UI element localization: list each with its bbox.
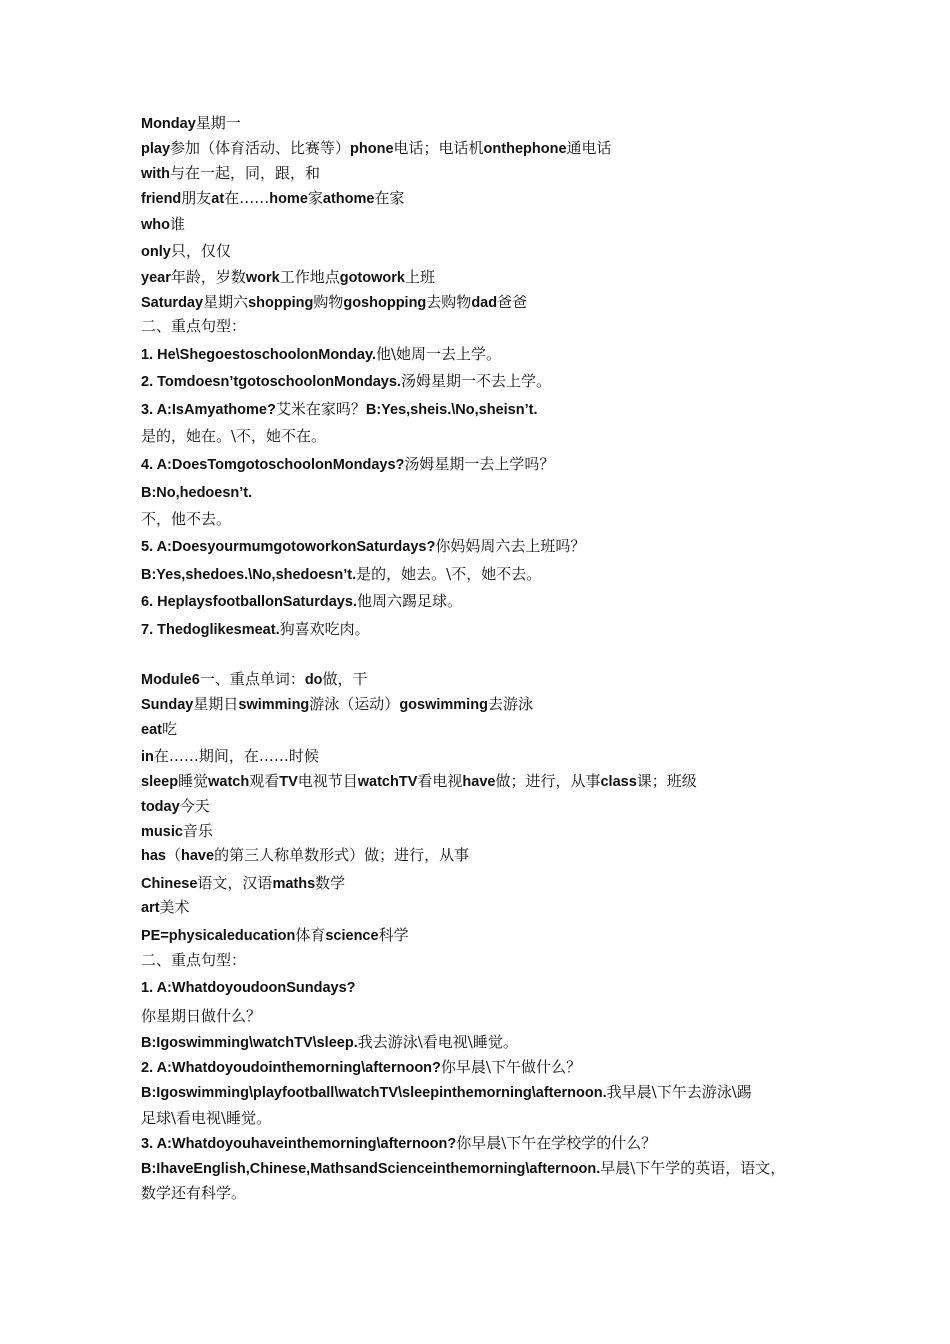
chinese-text: 只，仅仅: [170, 242, 231, 260]
english-term: have: [181, 848, 215, 864]
chinese-text: 在……期间，在……时候: [153, 747, 319, 765]
chinese-text: 做，干: [322, 670, 368, 688]
chinese-text: 你星期日做什么？: [141, 1007, 262, 1025]
english-term: dad: [471, 295, 498, 311]
english-term: who: [141, 217, 170, 233]
text-line: [141, 428, 326, 444]
text-line: [141, 721, 177, 738]
chinese-text: 语文，汉语: [197, 874, 273, 892]
english-term: friend: [141, 191, 182, 207]
text-line: [141, 115, 241, 132]
english-term: class: [600, 774, 637, 790]
text-line: [141, 696, 533, 713]
chinese-text: 朋友: [181, 189, 212, 207]
english-term: Monday: [141, 116, 196, 132]
chinese-text: 我早晨\下午去游泳\踢: [606, 1083, 752, 1101]
english-term: goswimming: [399, 697, 488, 713]
text-line: [141, 511, 231, 527]
chinese-text: 购物: [313, 293, 344, 311]
chinese-text: 体育: [295, 926, 326, 944]
text-line: [141, 748, 319, 765]
english-term: Chinese: [141, 876, 198, 892]
chinese-text: 谁: [170, 215, 186, 233]
english-term: B:IhaveEnglish,Chinese,MathsandScienceinthemorning\afternoon.: [141, 1161, 601, 1177]
chinese-text: 你早晨\下午在学校学的什么？: [456, 1134, 657, 1152]
english-term: art: [141, 900, 160, 916]
english-term: 1. A:WhatdoyoudoonSundays?: [141, 980, 356, 996]
english-term: 5. A:DoesyourmumgotoworkonSaturdays?: [141, 539, 436, 555]
text-line: [141, 1160, 785, 1177]
english-term: science: [325, 928, 379, 944]
chinese-text: 足球\看电视\睡觉。: [141, 1109, 272, 1127]
text-line: [141, 927, 409, 944]
english-term: onthephone: [483, 141, 567, 157]
text-line: [141, 593, 462, 610]
english-term: TV: [279, 774, 298, 790]
english-term: watchTV: [357, 774, 418, 790]
english-term: only: [141, 244, 171, 260]
text-line: [141, 401, 538, 418]
text-line: [141, 952, 246, 968]
text-line: [141, 318, 246, 334]
text-line: [141, 899, 190, 916]
english-term: with: [141, 166, 170, 182]
text-line: [141, 823, 213, 840]
english-term: home: [269, 191, 308, 207]
english-term: athome: [322, 191, 375, 207]
english-term: B:Yes,sheis.\No,sheisn’t.: [365, 402, 538, 418]
text-line: [141, 243, 231, 260]
chinese-text: 音乐: [182, 822, 213, 840]
text-line: [141, 190, 405, 207]
chinese-text: 二、重点句型：: [141, 317, 247, 335]
chinese-text: 你早晨\下午做什么？: [440, 1058, 581, 1076]
text-line: [141, 1059, 581, 1076]
english-term: phone: [350, 141, 394, 157]
text-line: [141, 1008, 261, 1024]
chinese-text: 上班: [404, 268, 435, 286]
english-term: music: [141, 824, 183, 840]
chinese-text: 数学还有科学。: [141, 1184, 247, 1202]
text-line: [141, 875, 345, 892]
english-term: at: [211, 191, 225, 207]
chinese-text: 睡觉: [178, 772, 209, 790]
chinese-text: 艾米在家吗？: [275, 400, 366, 418]
english-term: Saturday: [141, 295, 204, 311]
english-term: do: [304, 672, 323, 688]
chinese-text: 星期六: [203, 293, 249, 311]
text-line: [141, 847, 469, 864]
chinese-text: 电视节目: [297, 772, 358, 790]
english-term: 1. He\ShegoestoschoolonMonday.: [141, 347, 376, 363]
chinese-text: 他周六踢足球。: [356, 592, 462, 610]
english-term: eat: [141, 722, 162, 738]
text-line: [141, 538, 585, 555]
english-term: 7. Thedoglikesmeat.: [141, 622, 280, 638]
text-line: [141, 1135, 656, 1152]
text-line: [141, 1185, 246, 1201]
chinese-text: 做；进行，从事: [495, 772, 601, 790]
english-term: B:Igoswimming\playfootball\watchTV\sleepinthemorning\afternoon.: [141, 1085, 607, 1101]
chinese-text: 科学: [378, 926, 409, 944]
english-term: today: [141, 799, 180, 815]
chinese-text: 狗喜欢吃肉。: [279, 620, 370, 638]
text-line: [141, 1084, 752, 1101]
chinese-text: 年龄，岁数: [170, 268, 246, 286]
text-line: [141, 294, 527, 311]
chinese-text: 在家: [374, 189, 405, 207]
text-line: [141, 798, 210, 815]
chinese-text: 他\她周一去上学。: [375, 345, 502, 363]
english-term: 2. A:Whatdoyoudointhemorning\afternoon?: [141, 1060, 441, 1076]
english-term: 4. A:DoesTomgotoschoolonMondays?: [141, 457, 405, 473]
english-term: watch: [208, 774, 250, 790]
english-term: sleep: [141, 774, 179, 790]
chinese-text: 去购物: [426, 293, 472, 311]
text-line: [141, 671, 368, 688]
english-term: 6. HeplaysfootballonSaturdays.: [141, 594, 357, 610]
chinese-text: 数学: [315, 874, 346, 892]
english-term: B:Yes,shedoes.\No,shedoesn’t.: [141, 567, 357, 583]
chinese-text: 爸爸: [497, 293, 528, 311]
chinese-text: 你妈妈周六去上班吗？: [435, 537, 586, 555]
chinese-text: 去游泳: [487, 695, 533, 713]
chinese-text: 汤姆星期一去上学吗？: [404, 455, 555, 473]
english-term: PE=physicaleducation: [141, 928, 296, 944]
english-term: shopping: [248, 295, 314, 311]
chinese-text: 一、重点单词：: [199, 670, 305, 688]
english-term: 2. Tomdoesn’tgotoschoolonMondays.: [141, 374, 401, 390]
text-line: [141, 346, 501, 363]
english-term: Module6: [141, 672, 200, 688]
chinese-text: 不，他不去。: [141, 510, 232, 528]
english-term: year: [141, 270, 171, 286]
english-term: work: [245, 270, 280, 286]
text-line: [141, 566, 541, 583]
english-term: in: [141, 749, 154, 765]
chinese-text: 在……: [224, 189, 270, 207]
text-line: [141, 165, 320, 182]
chinese-text: 家: [307, 189, 323, 207]
text-line: [141, 979, 356, 996]
chinese-text: 星期日: [193, 695, 239, 713]
chinese-text: 我去游泳\看电视\睡觉。: [357, 1033, 518, 1051]
english-term: maths: [272, 876, 316, 892]
chinese-text: 课；班级: [636, 772, 697, 790]
chinese-text: 参加（体育活动、比赛等）: [170, 139, 351, 157]
chinese-text: 美术: [159, 898, 190, 916]
english-term: 3. A:Whatdoyouhaveinthemorning\afternoon?: [141, 1136, 457, 1152]
chinese-text: 与在一起，同，跟，和: [170, 164, 321, 182]
chinese-text: 今天: [179, 797, 210, 815]
chinese-text: 早晨\下午学的英语，语文，: [600, 1159, 786, 1177]
english-term: Sunday: [141, 697, 194, 713]
chinese-text: 观看: [249, 772, 280, 790]
chinese-text: 游泳（运动）: [309, 695, 400, 713]
english-term: B:Igoswimming\watchTV\sleep.: [141, 1035, 358, 1051]
english-term: have: [462, 774, 496, 790]
chinese-text: 汤姆星期一不去上学。: [400, 372, 551, 390]
english-term: gotowork: [339, 270, 405, 286]
text-line: [141, 269, 435, 286]
chinese-text: 是的，她在。\不，她不在。: [141, 427, 327, 445]
text-line: [141, 373, 551, 390]
chinese-text: 通电话: [566, 139, 612, 157]
text-line: [141, 773, 697, 790]
english-term: play: [141, 141, 171, 157]
english-term: has: [141, 848, 166, 864]
chinese-text: 的第三人称单数形式）做；进行，从事: [214, 846, 470, 864]
text-line: [141, 621, 370, 638]
english-term: 3. A:IsAmyathome?: [141, 402, 276, 418]
chinese-text: 是的，她去。\不，她不去。: [356, 565, 542, 583]
chinese-text: 工作地点: [279, 268, 340, 286]
chinese-text: 二、重点句型：: [141, 951, 247, 969]
chinese-text: 电话；电话机: [393, 139, 484, 157]
text-line: [141, 1034, 518, 1051]
chinese-text: 看电视: [417, 772, 463, 790]
english-term: swimming: [238, 697, 310, 713]
text-line: [141, 216, 185, 233]
text-line: [141, 140, 612, 157]
text-line: [141, 1110, 271, 1126]
english-term: goshopping: [343, 295, 427, 311]
english-term: B:No,hedoesn’t.: [141, 485, 253, 501]
chinese-text: 吃: [161, 720, 177, 738]
chinese-text: （: [166, 846, 182, 864]
text-line: [141, 484, 252, 501]
chinese-text: 星期一: [195, 114, 241, 132]
text-line: [141, 456, 554, 473]
